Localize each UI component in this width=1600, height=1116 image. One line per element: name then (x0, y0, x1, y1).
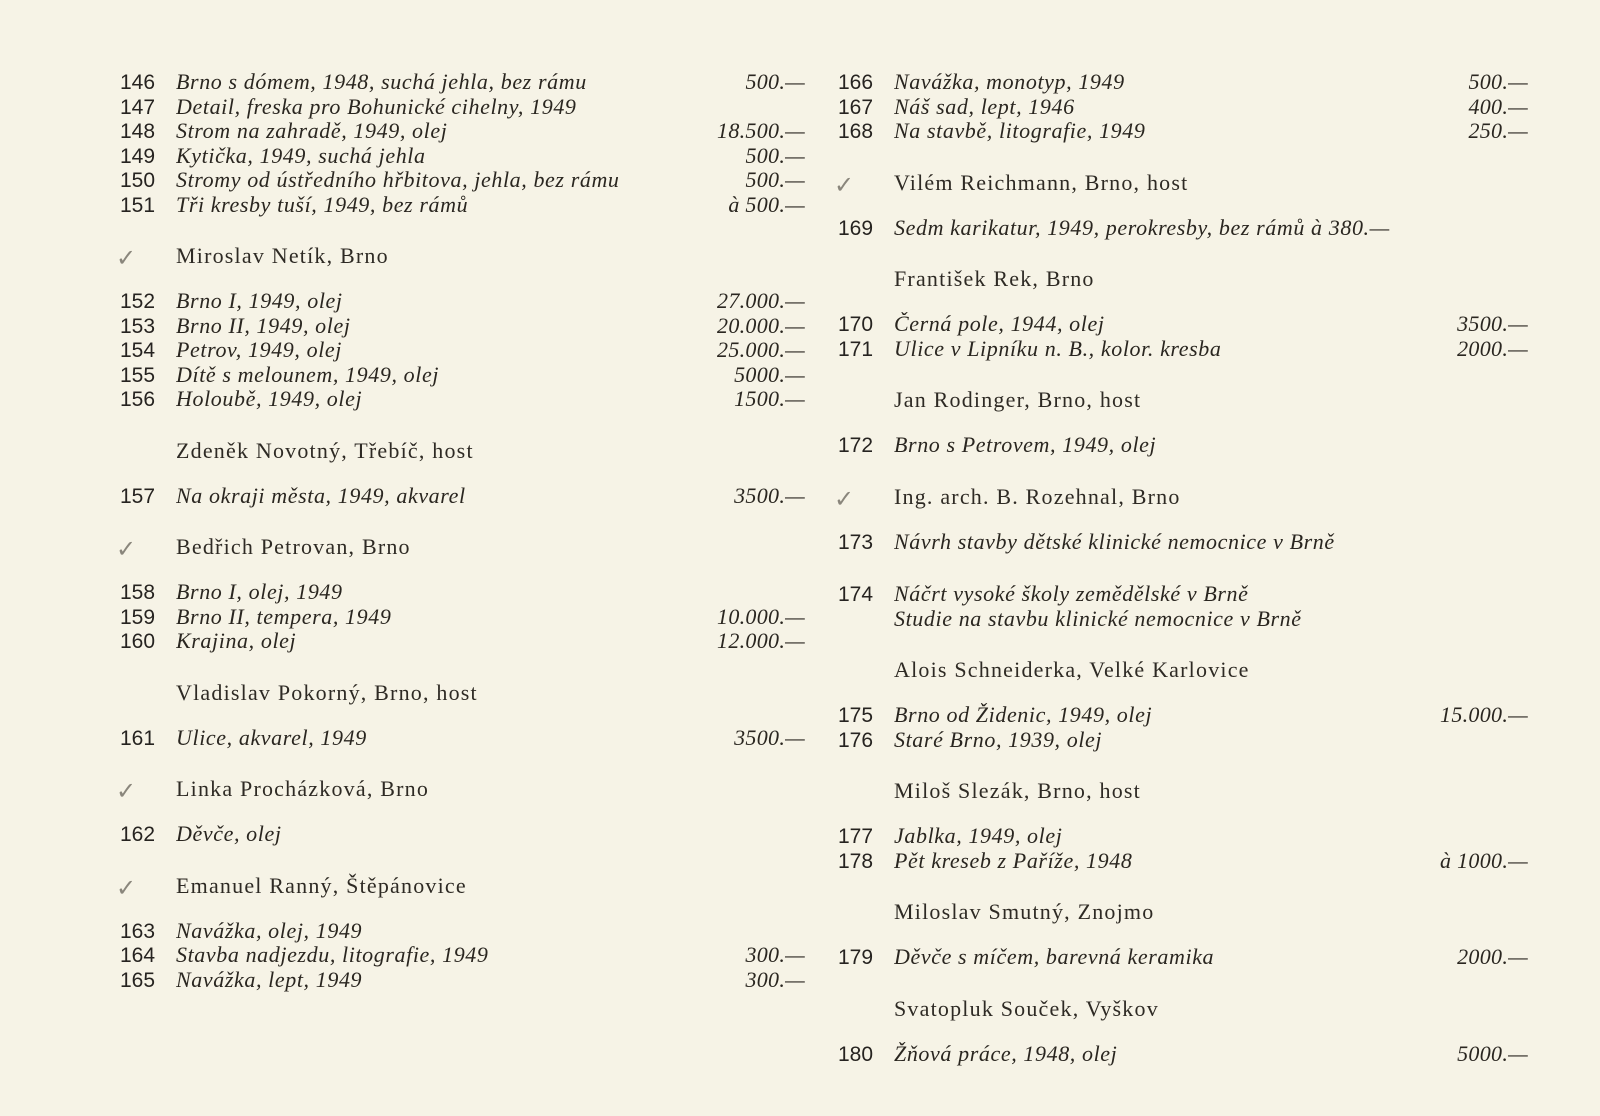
artist-name: Miroslav Netík, Brno (176, 243, 389, 268)
item-price: 18.500.— (717, 118, 805, 143)
artist-section (120, 680, 805, 751)
item-number: 163 (120, 919, 156, 943)
catalog-item (838, 119, 1528, 144)
item-title: Dítě s melounem, 1949, olej (176, 362, 440, 387)
catalog-item (120, 919, 805, 944)
artist-name: Bedřich Petrovan, Brno (176, 534, 411, 559)
artist-section (838, 657, 1528, 752)
item-title: Navážka, monotyp, 1949 (894, 70, 1125, 94)
item-price: 400.— (1468, 93, 1528, 119)
catalog-item (838, 582, 1528, 607)
artist-section (838, 899, 1528, 970)
item-title: Na stavbě, litografie, 1949 (894, 119, 1146, 143)
item-number: 148 (120, 120, 156, 143)
item-price: 1500.— (734, 386, 805, 411)
artist-section (120, 438, 805, 509)
catalog-item (838, 70, 1528, 95)
catalog-item (120, 338, 805, 363)
check-mark-icon: ✓ (116, 535, 138, 563)
item-price: 500.— (745, 142, 805, 168)
catalog-item (120, 629, 805, 654)
catalog-item (120, 943, 805, 968)
artist-heading (838, 996, 1528, 1022)
artist-section (116, 872, 805, 993)
artist-heading (838, 266, 1528, 292)
item-title: Brno I, 1949, olej (176, 289, 343, 313)
item-price: 2000.— (1457, 944, 1528, 969)
catalog-item (838, 530, 1528, 555)
item-price: 25.000.— (717, 337, 805, 362)
artist-section (116, 776, 805, 847)
check-mark-icon: ✓ (116, 244, 138, 272)
item-number: 156 (120, 388, 156, 411)
item-number: 162 (120, 823, 156, 846)
item-title: Brno s dómem, 1948, suchá jehla, bez rámu (176, 70, 587, 94)
artist-heading (116, 872, 805, 902)
item-title: Detail, freska pro Bohunické cihelny, 1949 (176, 94, 577, 119)
item-price: 27.000.— (717, 288, 805, 313)
item-title: Staré Brno, 1939, olej (894, 727, 1103, 752)
item-number: 158 (120, 581, 156, 604)
item-number: 153 (120, 314, 156, 338)
catalog-item (120, 119, 805, 144)
item-price: 3500.— (734, 482, 805, 508)
catalog-item (120, 484, 805, 509)
catalog-item (120, 363, 805, 388)
item-price: 300.— (745, 942, 805, 967)
catalog-item (838, 728, 1528, 753)
catalog-item (120, 95, 805, 120)
artist-name: Emanuel Ranný, Štěpánovice (176, 872, 467, 898)
item-title: Petrov, 1949, olej (176, 338, 342, 362)
artist-name: Vilém Reichmann, Brno, host (894, 169, 1189, 195)
catalog-item (120, 70, 805, 95)
artist-name: František Rek, Brno (894, 266, 1095, 291)
item-title: Jablka, 1949, olej (894, 824, 1063, 848)
item-number: 157 (120, 484, 156, 508)
item-number: 178 (838, 849, 874, 873)
artist-name: Ing. arch. B. Rozehnal, Brno (894, 483, 1181, 509)
item-title: Pět kreseb z Paříže, 1948 (894, 848, 1133, 873)
catalog-item (120, 726, 805, 751)
check-mark-icon: ✓ (116, 777, 138, 805)
item-price: 2000.— (1457, 335, 1528, 361)
artist-section (838, 70, 1528, 144)
item-title: Děvče, olej (176, 822, 282, 846)
item-price: 15.000.— (1440, 702, 1528, 727)
catalog-item (838, 337, 1528, 362)
item-number: 165 (120, 968, 156, 992)
catalog-item (838, 312, 1528, 337)
item-title: Holoubě, 1949, olej (176, 387, 363, 411)
artist-heading (116, 243, 805, 272)
catalog-item (120, 193, 805, 218)
catalog-item (120, 144, 805, 169)
artist-heading (834, 483, 1528, 513)
item-number: 160 (120, 630, 156, 653)
catalog-item (838, 216, 1528, 241)
item-title: Navážka, lept, 1949 (176, 967, 363, 992)
check-mark-icon: ✓ (834, 170, 856, 199)
item-number: 155 (120, 363, 156, 387)
artist-name: Alois Schneiderka, Velké Karlovice (894, 657, 1250, 682)
item-price: 300.— (745, 966, 805, 992)
item-price: 500.— (1468, 69, 1528, 94)
artist-name: Miloslav Smutný, Znojmo (894, 899, 1155, 924)
artist-name: Vladislav Pokorný, Brno, host (176, 679, 478, 705)
catalog-item (120, 168, 805, 193)
item-price: 3500.— (1457, 311, 1528, 336)
item-number: 180 (838, 1042, 874, 1066)
item-title: Stromy od ústředního hřbitova, jehla, bez rámu (176, 168, 620, 192)
item-number: 177 (838, 825, 874, 848)
catalog-item (838, 1042, 1528, 1067)
item-title: Ulice v Lipníku n. B., kolor. kresba (894, 336, 1222, 361)
item-price: 10.000.— (717, 603, 805, 629)
item-title: Sedm karikatur, 1949, perokresby, bez rámů à 380.— (894, 215, 1390, 240)
check-mark-icon: ✓ (834, 484, 856, 513)
artist-name: Linka Procházková, Brno (176, 776, 430, 801)
item-number: 174 (838, 583, 874, 606)
artist-section (838, 778, 1528, 873)
artist-heading (838, 387, 1528, 413)
item-price: 500.— (745, 69, 805, 94)
catalog-item (120, 580, 805, 605)
item-title: Brno II, 1949, olej (176, 313, 351, 338)
catalog-item (838, 433, 1528, 458)
item-number: 173 (838, 530, 874, 554)
catalog-item (838, 824, 1528, 849)
item-price: 3500.— (734, 724, 805, 750)
item-number: 168 (838, 120, 874, 143)
artist-section (116, 243, 805, 412)
artist-section (834, 169, 1528, 241)
item-price: 250.— (1468, 118, 1528, 143)
catalog-item (838, 945, 1528, 970)
item-title: Brno II, tempera, 1949 (176, 604, 392, 629)
item-title: Kytička, 1949, suchá jehla (176, 143, 426, 168)
catalog-item (120, 289, 805, 314)
artist-heading (838, 778, 1528, 804)
artist-name: Zdeněk Novotný, Třebíč, host (176, 437, 474, 463)
catalog-item (838, 849, 1528, 874)
item-title: Krajina, olej (176, 629, 297, 653)
item-number: 150 (120, 169, 156, 192)
artist-heading (834, 169, 1528, 199)
item-number: 175 (838, 704, 874, 727)
item-title: Strom na zahradě, 1949, olej (176, 119, 448, 143)
item-title: Stavba nadjezdu, litografie, 1949 (176, 943, 489, 967)
artist-section (116, 534, 805, 654)
item-title: Brno od Židenic, 1949, olej (894, 703, 1153, 727)
item-title: Ulice, akvarel, 1949 (176, 725, 367, 750)
item-title: Žňová práce, 1948, olej (894, 1041, 1118, 1066)
item-number: 172 (838, 434, 874, 457)
item-number: 154 (120, 339, 156, 362)
item-price: 500.— (745, 167, 805, 192)
item-title: Navážka, olej, 1949 (176, 918, 363, 943)
artist-section (838, 387, 1528, 458)
item-number: 179 (838, 946, 874, 969)
item-title: Na okraji města, 1949, akvarel (176, 483, 466, 508)
item-number: 171 (838, 337, 874, 361)
artist-section (838, 266, 1528, 361)
catalog-item (120, 968, 805, 993)
item-price: 20.000.— (717, 312, 805, 338)
artist-section (120, 70, 805, 217)
artist-heading (116, 776, 805, 805)
item-title: Brno s Petrovem, 1949, olej (894, 433, 1157, 457)
catalog-item (120, 387, 805, 412)
artist-name: Svatopluk Souček, Vyškov (894, 995, 1159, 1021)
item-number: 159 (120, 605, 156, 629)
item-title: Brno I, olej, 1949 (176, 580, 343, 604)
artist-heading (838, 899, 1528, 925)
item-number: 169 (838, 216, 874, 240)
item-title: Tři kresby tuší, 1949, bez rámů (176, 192, 469, 217)
artist-name: Miloš Slezák, Brno, host (894, 778, 1141, 803)
item-number: 167 (838, 95, 874, 119)
item-price: à 1000.— (1440, 847, 1528, 873)
item-number: 166 (838, 71, 874, 94)
catalog-item (120, 822, 805, 847)
catalog-item (120, 314, 805, 339)
item-price: 5000.— (734, 361, 805, 387)
catalog-item (120, 605, 805, 630)
artist-heading (838, 657, 1528, 683)
catalog-item (838, 95, 1528, 120)
item-title: Černá pole, 1944, olej (894, 312, 1105, 336)
artist-section (838, 996, 1528, 1067)
item-title: Děvče s míčem, barevná keramika (894, 945, 1215, 969)
item-number: 146 (120, 71, 156, 94)
item-price: à 500.— (728, 191, 805, 217)
left-column (116, 69, 805, 992)
item-number: 149 (120, 144, 156, 168)
item-number: 161 (120, 726, 156, 750)
item-title-continuation: Studie na stavbu klinické nemocnice v Brně (894, 605, 1302, 631)
artist-name: Jan Rodinger, Brno, host (894, 387, 1142, 412)
artist-heading (116, 534, 805, 563)
catalog-item (838, 703, 1528, 728)
item-number: 147 (120, 95, 156, 119)
artist-heading (120, 680, 805, 706)
item-number: 151 (120, 193, 156, 217)
item-number: 176 (838, 728, 874, 752)
item-title: Návrh stavby dětské klinické nemocnice v Brně (894, 529, 1335, 554)
artist-heading (120, 438, 805, 464)
item-price: 12.000.— (717, 628, 805, 653)
item-number: 164 (120, 944, 156, 967)
item-title: Náš sad, lept, 1946 (894, 94, 1075, 119)
item-number: 152 (120, 290, 156, 313)
check-mark-icon: ✓ (116, 873, 138, 902)
right-column (834, 69, 1528, 1066)
item-number: 170 (838, 313, 874, 336)
artist-section (834, 483, 1528, 632)
item-title: Náčrt vysoké školy zemědělské v Brně (894, 582, 1249, 606)
item-price: 5000.— (1457, 1040, 1528, 1066)
